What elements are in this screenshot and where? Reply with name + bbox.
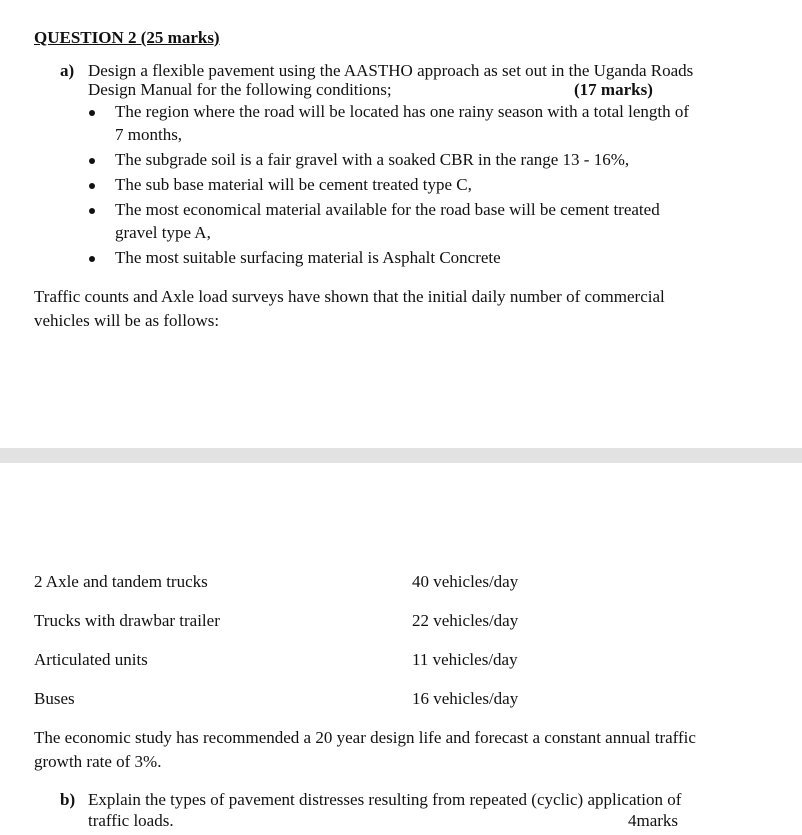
vehicle-count-4: 16 vehicles/day	[412, 689, 519, 708]
economic-line2: growth rate of 3%.	[34, 752, 162, 771]
condition-4-line1: The most economical material available for the road base will be cement treated	[115, 200, 660, 219]
vehicle-type-2: Trucks with drawbar trailer	[34, 611, 220, 630]
traffic-intro-line1: Traffic counts and Axle load surveys have shown that the initial daily number of commercial	[34, 287, 665, 306]
vehicle-type-3: Articulated units	[34, 650, 148, 669]
condition-5: The most suitable surfacing material is Asphalt Concrete	[115, 248, 501, 267]
bullet-dot-2	[89, 158, 95, 164]
condition-1-line1: The region where the road will be located has one rainy season with a total length of	[115, 102, 690, 121]
part-a-line1: Design a flexible pavement using the AASTHO approach as set out in the Uganda Roads	[88, 61, 694, 80]
condition-3: The sub base material will be cement treated type C,	[115, 175, 472, 194]
document-page-2	[0, 463, 802, 835]
page-break-gap	[0, 448, 802, 463]
part-b-line1: Explain the types of pavement distresses resulting from repeated (cyclic) application of	[88, 790, 682, 809]
bullet-dot-5	[89, 256, 95, 262]
part-b-line2: traffic loads.	[88, 811, 174, 830]
condition-2: The subgrade soil is a fair gravel with a soaked CBR in the range 13 - 16%,	[115, 150, 630, 169]
question-title: QUESTION 2 (25 marks)	[34, 28, 220, 47]
vehicle-count-3: 11 vehicles/day	[412, 650, 518, 669]
bullet-dot-4	[89, 208, 95, 214]
bullet-dot-1	[89, 110, 95, 116]
condition-4-line2: gravel type A,	[115, 223, 211, 242]
bullet-dot-3	[89, 183, 95, 189]
part-a-line2: Design Manual for the following conditions;	[88, 80, 392, 99]
part-a-marks: (17 marks)	[574, 80, 653, 99]
economic-line1: The economic study has recommended a 20 year design life and forecast a constant annual traffic	[34, 728, 696, 747]
vehicle-type-1: 2 Axle and tandem trucks	[34, 572, 208, 591]
part-b-label: b)	[60, 790, 76, 809]
condition-1-line2: 7 months,	[115, 125, 183, 144]
vehicle-type-4: Buses	[34, 689, 75, 708]
part-a-label: a)	[60, 61, 75, 80]
part-b-marks: 4marks	[628, 811, 679, 830]
vehicle-count-2: 22 vehicles/day	[412, 611, 519, 630]
vehicle-count-1: 40 vehicles/day	[412, 572, 519, 591]
traffic-intro-line2: vehicles will be as follows:	[34, 311, 220, 330]
